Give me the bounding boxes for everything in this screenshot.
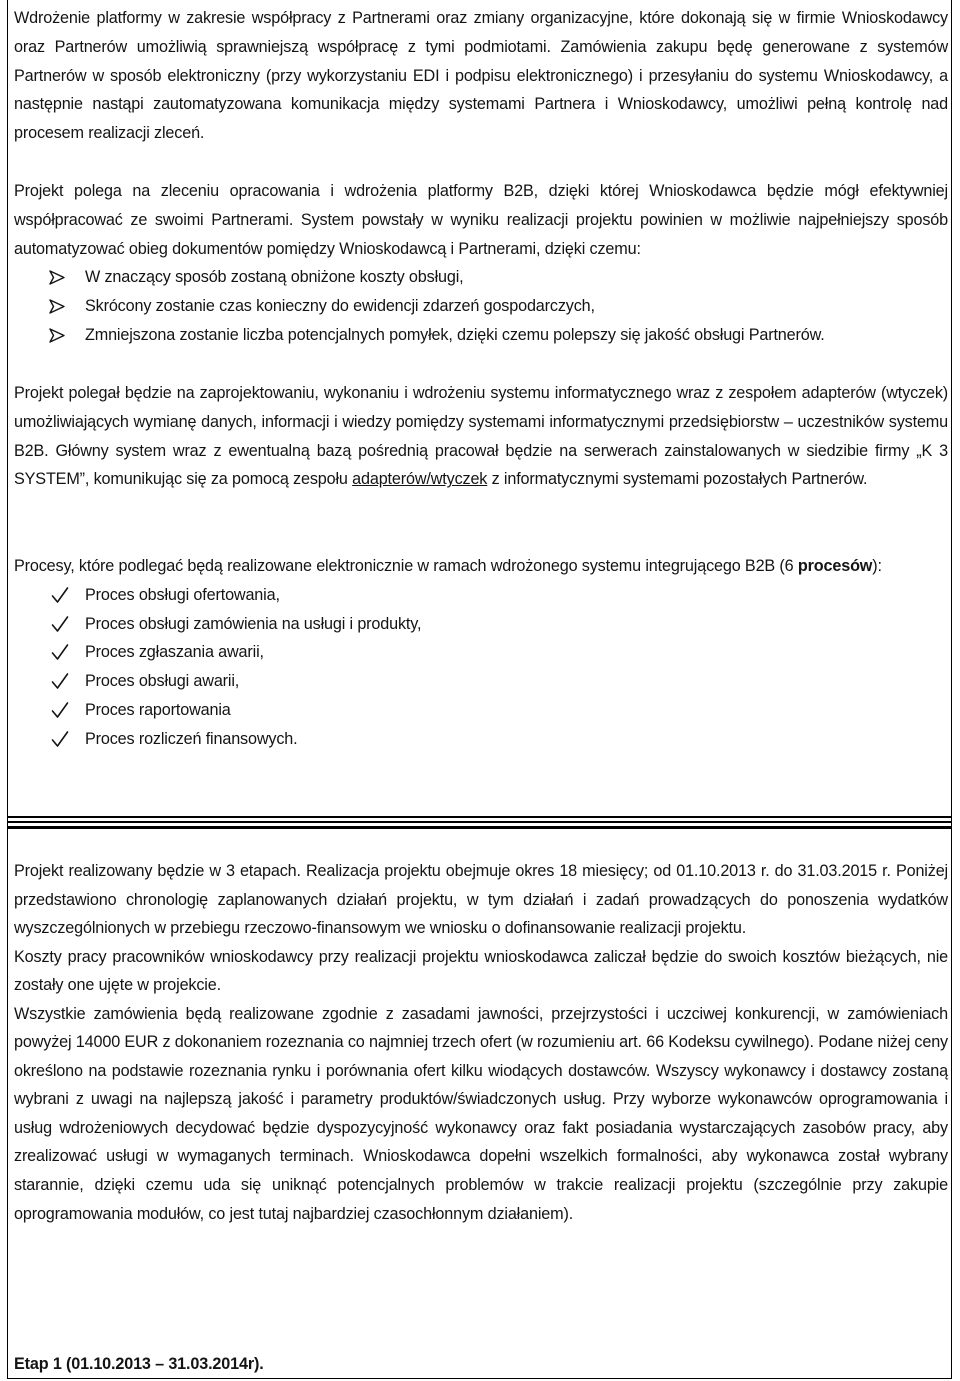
process-item-text: Proces obsługi zamówienia na usługi i produkty,	[85, 614, 422, 633]
list-item	[14, 321, 948, 350]
intro-line: Wdrożenie platformy w zakresie współpracy z Partnerami oraz zmiany organizacyjne, które dokonają się w firmie	[14, 9, 836, 27]
procurement-line: dostawców. Wszyscy wykonawcy i dostawcy zostaną wybrani z uwagi na najlepszą jakość i parametry	[14, 1061, 948, 1109]
timeline-line: dofinansowanie realizacji projektu.	[504, 919, 747, 938]
checkmark-icon	[51, 586, 69, 604]
processes-section	[14, 552, 948, 754]
project-paragraph	[14, 177, 948, 350]
checkmark-icon	[51, 615, 69, 633]
process-item-text: Proces obsługi awarii,	[85, 672, 240, 691]
design-paragraph	[14, 379, 948, 494]
benefits-list	[14, 263, 948, 349]
intro-line: Wnioskodawcy oraz Partnerów umożliwią sprawniejszą współpracę z tymi podmiotami. Zamówienia zakupu będę	[14, 9, 948, 56]
process-item-text: Proces zgłaszania awarii,	[85, 643, 264, 662]
list-item	[14, 667, 948, 696]
list-item	[14, 725, 948, 754]
separator-line	[7, 826, 952, 829]
procurement-line: będzie dyspozycyjność wykonawcy oraz fakt posiadania wystarczających zasobów pracy, aby zrealizować usługi w	[14, 1118, 948, 1166]
project-line: Projekt polega na zleceniu opracowania i wdrożenia platformy B2B, dzięki której Wnioskodawca będzie mógł	[14, 182, 859, 200]
process-item-text: Proces rozliczeń finansowych.	[85, 729, 298, 748]
arrowhead-bullet-icon	[49, 328, 65, 343]
list-item	[14, 610, 948, 639]
processes-colon: ):	[872, 557, 882, 575]
design-line: adapterów (wtyczek) umożliwiających wymianę danych, informacji i wiedzy pomiędzy systemami informatycznymi	[14, 384, 949, 431]
arrowhead-bullet-icon	[49, 299, 65, 314]
design-line: przedsiębiorstw – uczestników systemu B2B. Główny system wraz z ewentualną bazą pośrednią pracował będzie na	[14, 412, 948, 460]
processes-intro: Procesy, które podlegać będą realizowane elektronicznie w ramach wdrożonego systemu integrującego B2B (6	[14, 557, 794, 575]
process-item-text: Proces obsługi ofertowania,	[85, 585, 280, 604]
intro-line: generowane z systemów Partnerów w sposób elektroniczny (przy wykorzystaniu EDI i podpisu elektronicznego) i	[14, 37, 948, 85]
timeline-section	[14, 857, 948, 1228]
benefit-text: Skrócony zostanie czas konieczny do ewidencji zdarzeń gospodarczych,	[85, 297, 595, 316]
stage-heading: Etap 1 (01.10.2013 – 31.03.2014r).	[14, 1355, 264, 1373]
list-item	[14, 581, 948, 610]
timeline-line: Projekt realizowany będzie w 3 etapach. Realizacja projektu obejmuje okres 18 miesięcy; od 01.10.2013 r. do	[14, 862, 793, 880]
procurement-line: oprogramowania modułów, co jest tutaj najbardziej czasochłonnym działaniem).	[14, 1204, 574, 1223]
arrowhead-bullet-icon	[49, 270, 65, 285]
checkmark-icon	[51, 701, 69, 719]
process-item-text: Proces raportowania	[85, 700, 231, 719]
project-line: najpełniejszy sposób automatyzować obieg dokumentów pomiędzy Wnioskodawcą i Partnerami, dzięki czemu:	[14, 210, 948, 258]
checkmark-icon	[51, 643, 69, 661]
procurement-line: cywilnego). Podane niżej ceny określono na podstawie rozeznania rynku i porównania ofert kilku wiodących	[14, 1033, 948, 1080]
design-line: Projekt polegał będzie na zaprojektowaniu, wykonaniu i wdrożeniu systemu informatycznego wraz z zespołem	[14, 384, 797, 402]
intro-line: Partnera i Wnioskodawcy, umożliwi pełną kontrolę nad procesem realizacji zleceń.	[14, 95, 949, 143]
checkmark-icon	[51, 730, 69, 748]
procurement-line: zamówieniach powyżej 14000 EUR z dokonaniem rozeznania co najmniej trzech ofert (w rozumieniu art. 66 Kodeksu	[14, 1004, 948, 1052]
list-item	[14, 292, 948, 321]
benefit-text: Zmniejszona zostanie liczba potencjalnych pomyłek, dzięki czemu polepszy się jakość obsługi Partnerów.	[85, 325, 825, 344]
design-line-end: z informatycznymi systemami pozostałych Partnerów.	[487, 470, 868, 489]
list-item	[14, 638, 948, 667]
checkmark-icon	[51, 672, 69, 690]
separator-line	[7, 816, 952, 818]
processes-list	[14, 581, 948, 754]
timeline-line: prowadzących do ponoszenia wydatków wyszczególnionych w przebiegu rzeczowo-finansowym we wniosku o	[14, 890, 948, 938]
procurement-line: Wszystkie zamówienia będą realizowane zgodnie z zasadami jawności, przejrzystości i uczciwej konkurencji, w	[14, 1004, 840, 1023]
procurement-line: produktów/świadczonych usług. Przy wyborze wykonawców oprogramowania i usług wdrożeniowych decydować	[14, 1090, 948, 1137]
intro-paragraph	[14, 4, 948, 148]
list-item	[14, 696, 948, 725]
list-item	[14, 263, 948, 292]
design-line: serwerach zainstalowanych w siedzibie firmy „K 3 SYSTEM”, komunikując się za pomocą zespołu	[14, 441, 948, 489]
benefit-text: W znaczący sposób zostaną obniżone koszty obsługi,	[85, 268, 464, 287]
timeline-line: 31.03.2015 r. Poniżej przedstawiono chronologię zaplanowanych działań projektu, w tym działań i zadań	[14, 862, 948, 909]
adapters-underlined-text: adapterów/wtyczek	[352, 470, 488, 489]
procurement-line: dzięki czemu uda się uniknąć potencjalnych problemów w trakcie realizacji projektu (szczególnie przy zakupie	[94, 1176, 948, 1195]
separator-line	[7, 821, 952, 823]
intro-line: przesyłaniu do systemu Wnioskodawcy, a następnie nastąpi zautomatyzowana komunikacja między systemami	[14, 66, 949, 114]
processes-bold-word: procesów	[797, 557, 873, 575]
costs-line: Koszty pracy pracowników wnioskodawcy przy realizacji projektu wnioskodawca zaliczał będzie do swoich kosztów	[14, 947, 840, 966]
costs-line: bieżących, nie zostały one ujęte w projekcie.	[14, 947, 948, 995]
procurement-line: wymaganych terminach. Wnioskodawca dopełni wszelkich formalności, aby wykonawca został wybrany starannie,	[14, 1147, 948, 1195]
project-line: efektywniej współpracować ze swoimi Partnerami. System powstały w wyniku realizacji projektu powinien w możliwie	[14, 182, 948, 229]
